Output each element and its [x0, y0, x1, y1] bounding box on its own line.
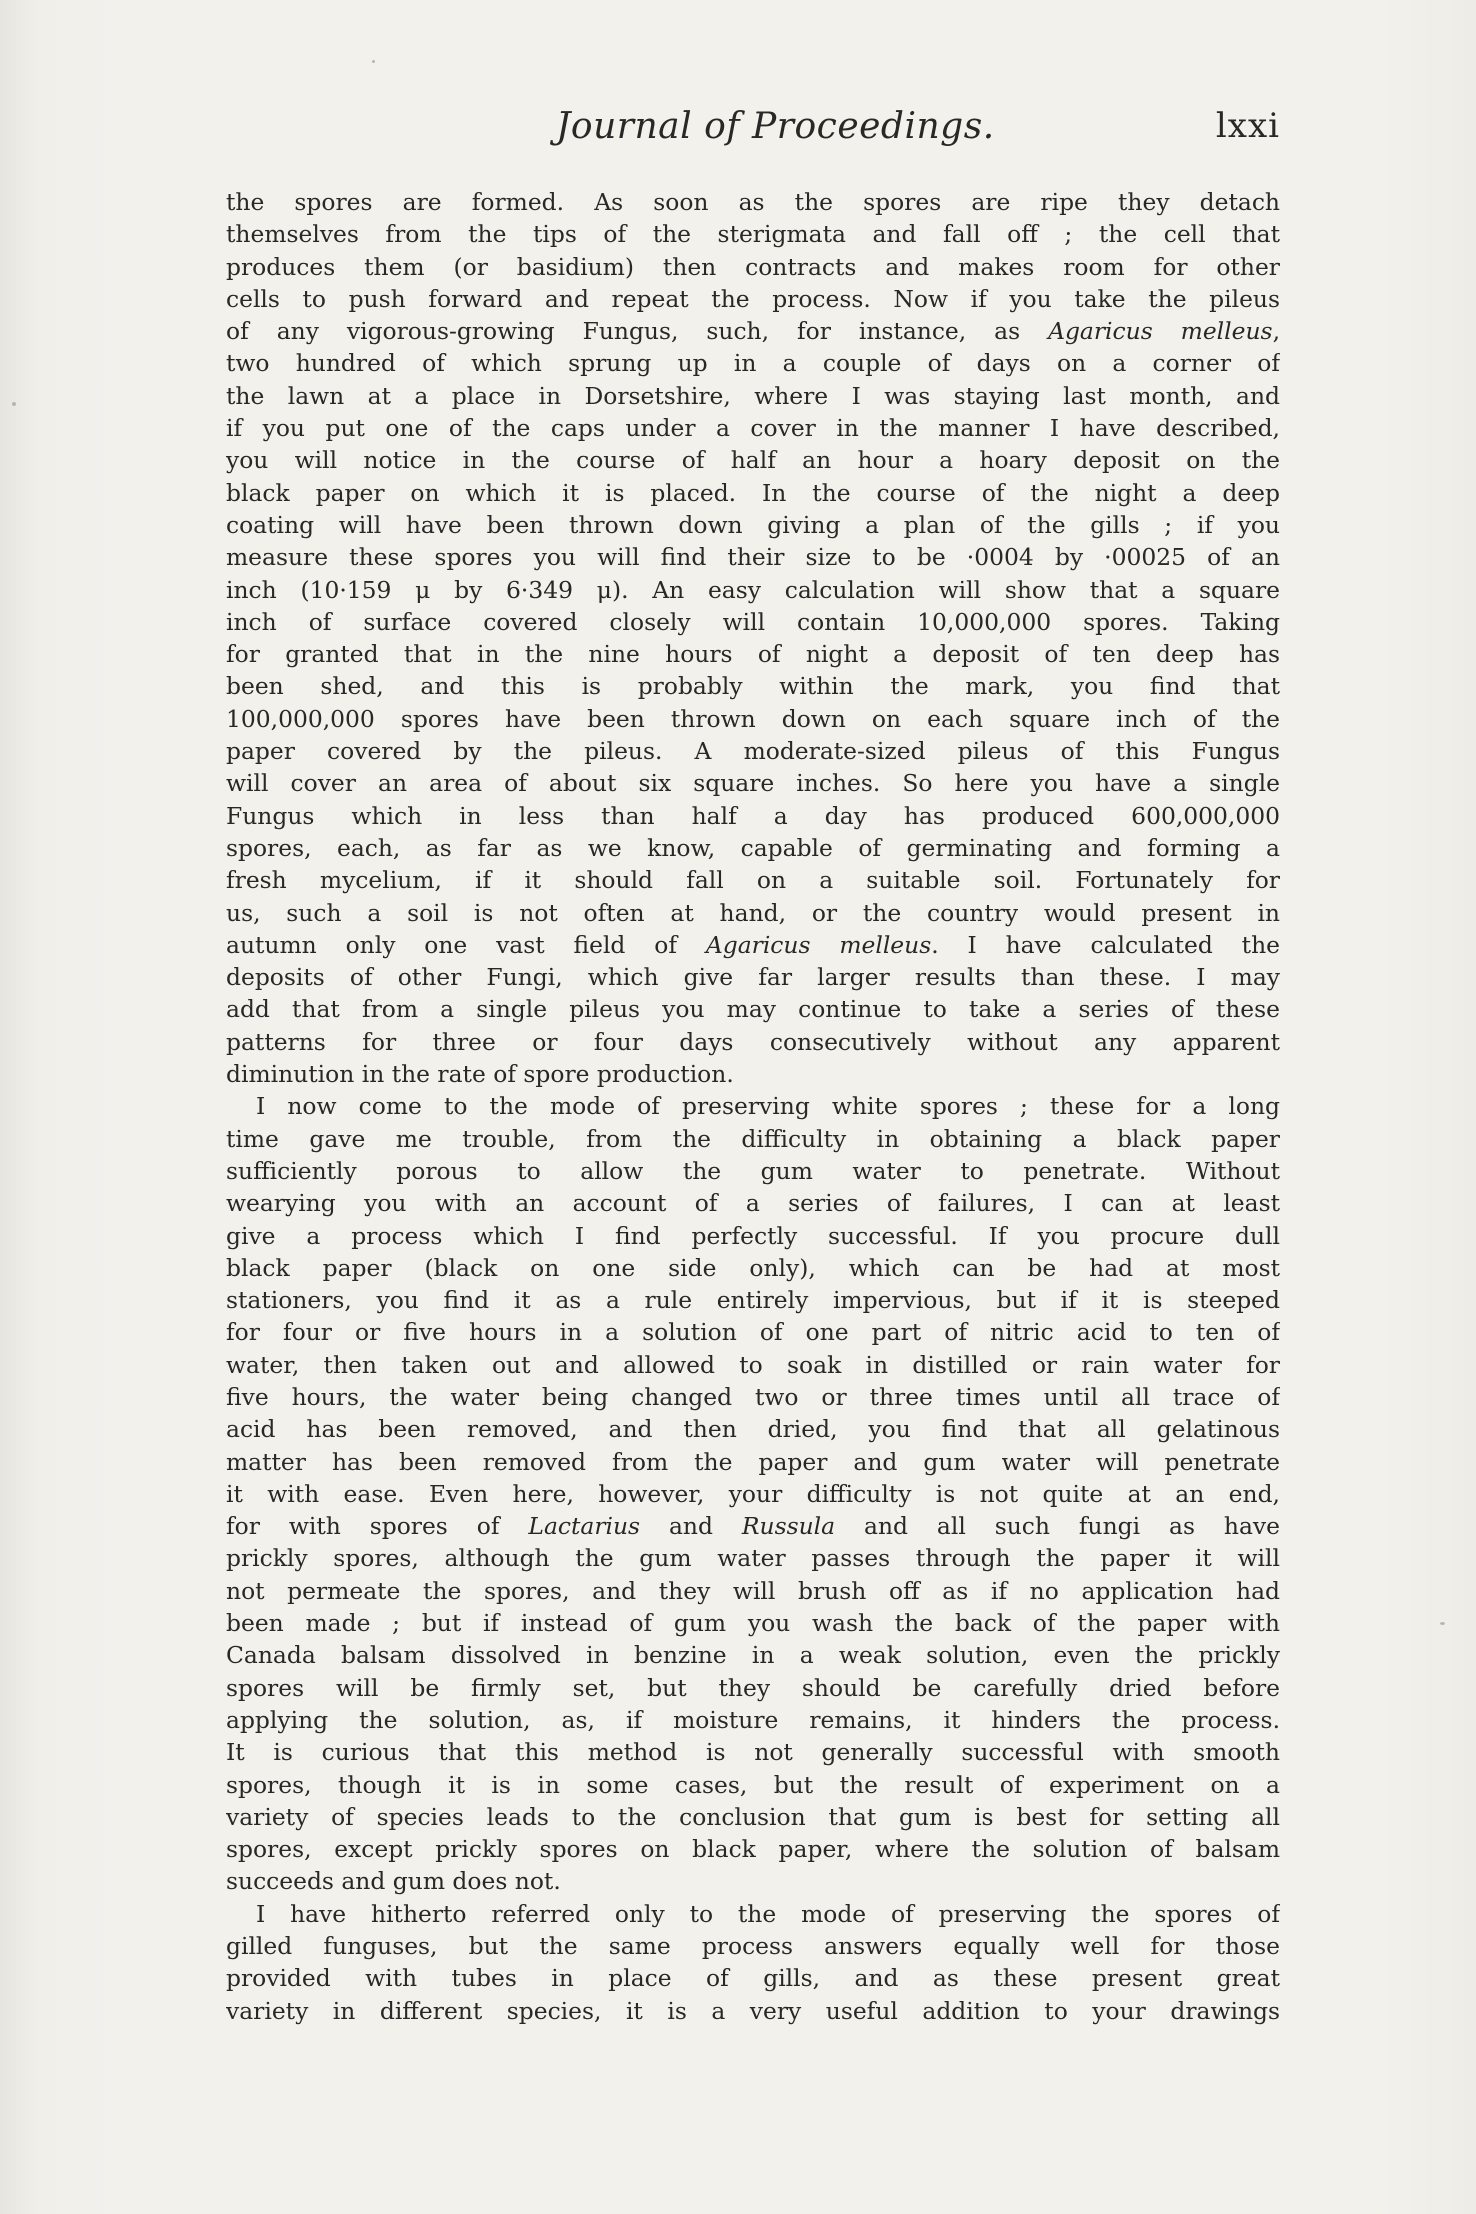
- text-line: of any vigorous-growing Fungus, such, for instance, as Agaricus melleus,: [226, 317, 1280, 346]
- text-line: 100,000,000 spores have been thrown down on each square inch of the: [226, 704, 1280, 733]
- text-line: patterns for three or four days consecutively without any apparent: [226, 1027, 1280, 1056]
- text-line: prickly spores, although the gum water passes through the paper it will: [226, 1544, 1280, 1573]
- text-line: the lawn at a place in Dorsetshire, where I was staying last month, and: [226, 381, 1280, 410]
- text-line: matter has been removed from the paper and gum water will penetrate: [226, 1447, 1280, 1476]
- text-line: provided with tubes in place of gills, and as these present great: [226, 1964, 1280, 1993]
- body-text: [226, 186, 1280, 2027]
- text-line: I have hitherto referred only to the mode of preserving the spores of: [256, 1899, 1280, 1928]
- paragraph: [226, 1898, 1280, 2027]
- text-line: I now come to the mode of preserving white spores ; these for a long: [256, 1092, 1280, 1121]
- text-line: autumn only one vast field of Agaricus melleus. I have calculated the: [226, 930, 1280, 959]
- text-line: Canada balsam dissolved in benzine in a weak solution, even the prickly: [226, 1641, 1280, 1670]
- paragraph: [226, 1090, 1280, 1897]
- text-line: inch of surface covered closely will contain 10,000,000 spores. Taking: [226, 607, 1280, 636]
- text-line: produces them (or basidium) then contracts and makes room for other: [226, 252, 1280, 281]
- text-line: gilled funguses, but the same process answers equally well for those: [226, 1932, 1280, 1961]
- text-line: acid has been removed, and then dried, you find that all gelatinous: [226, 1415, 1280, 1444]
- text-line: been made ; but if instead of gum you wash the back of the paper with: [226, 1609, 1280, 1638]
- text-line: add that from a single pileus you may continue to take a series of these: [226, 995, 1280, 1024]
- text-line: it with ease. Even here, however, your difficulty is not quite at an end,: [226, 1479, 1280, 1508]
- text-line: wearying you with an account of a series of failures, I can at least: [226, 1189, 1280, 1218]
- text-line: measure these spores you will find their size to be ·0004 by ·00025 of an: [226, 543, 1280, 572]
- text-line: fresh mycelium, if it should fall on a suitable soil. Fortunately for: [226, 866, 1280, 895]
- text-line: will cover an area of about six square inches. So here you have a single: [226, 769, 1280, 798]
- text-line: the spores are formed. As soon as the spores are ripe they detach: [226, 188, 1280, 216]
- text-line: deposits of other Fungi, which give far larger results than these. I may: [226, 963, 1280, 992]
- text-line: us, such a soil is not often at hand, or the country would present in: [226, 898, 1280, 927]
- text-line: cells to push forward and repeat the process. Now if you take the pileus: [226, 284, 1280, 313]
- page-header: [226, 106, 1280, 166]
- text-line: black paper (black on one side only), which can be had at most: [226, 1253, 1280, 1282]
- text-line: black paper on which it is placed. In the course of the night a deep: [226, 478, 1280, 507]
- text-line: stationers, you find it as a rule entirely impervious, but if it is steeped: [226, 1286, 1280, 1315]
- text-line: coating will have been thrown down giving a plan of the gills ; if you: [226, 510, 1280, 539]
- text-line: water, then taken out and allowed to soak in distilled or rain water for: [226, 1350, 1280, 1379]
- text-line: succeeds and gum does not.: [226, 1867, 561, 1896]
- text-line: give a process which I find perfectly successful. If you procure dull: [226, 1221, 1280, 1250]
- text-line: applying the solution, as, if moisture remains, it hinders the process.: [226, 1705, 1280, 1734]
- text-line: you will notice in the course of half an hour a hoary deposit on the: [226, 446, 1280, 475]
- paper-speck: [372, 60, 375, 63]
- running-title: Journal of Proceedings.: [556, 106, 995, 147]
- text-line: variety in different species, it is a very useful addition to your drawings: [226, 1996, 1280, 2025]
- paragraph: [226, 186, 1280, 1090]
- text-line: time gave me trouble, from the difficulty in obtaining a black paper: [226, 1124, 1280, 1153]
- text-line: themselves from the tips of the sterigmata and fall off ; the cell that: [226, 220, 1280, 249]
- text-line: inch (10·159 μ by 6·349 μ). An easy calculation will show that a square: [226, 575, 1280, 604]
- text-line: spores will be firmly set, but they should be carefully dried before: [226, 1673, 1280, 1702]
- paper-speck: [1440, 1622, 1445, 1625]
- text-line: for four or five hours in a solution of one part of nitric acid to ten of: [226, 1318, 1280, 1347]
- text-line: variety of species leads to the conclusion that gum is best for setting all: [226, 1802, 1280, 1831]
- text-line: if you put one of the caps under a cover in the manner I have described,: [226, 414, 1280, 443]
- text-line: for with spores of Lactarius and Russula and all such fungi as have: [226, 1512, 1280, 1541]
- text-line: diminution in the rate of spore production.: [226, 1060, 734, 1089]
- text-line: spores, each, as far as we know, capable of germinating and forming a: [226, 833, 1280, 862]
- text-line: spores, except prickly spores on black paper, where the solution of balsam: [226, 1835, 1280, 1864]
- text-line: five hours, the water being changed two or three times until all trace of: [226, 1382, 1280, 1411]
- text-line: paper covered by the pileus. A moderate-sized pileus of this Fungus: [226, 737, 1280, 766]
- paper-speck: [12, 402, 16, 406]
- text-line: not permeate the spores, and they will brush off as if no application had: [226, 1576, 1280, 1605]
- page-number: lxxi: [1215, 106, 1280, 146]
- text-line: spores, though it is in some cases, but the result of experiment on a: [226, 1770, 1280, 1799]
- text-line: been shed, and this is probably within the mark, you find that: [226, 672, 1280, 701]
- text-line: Fungus which in less than half a day has produced 600,000,000: [226, 801, 1280, 830]
- text-line: It is curious that this method is not generally successful with smooth: [226, 1738, 1280, 1767]
- text-line: two hundred of which sprung up in a couple of days on a corner of: [226, 349, 1280, 378]
- text-line: sufficiently porous to allow the gum water to penetrate. Without: [226, 1156, 1280, 1185]
- text-line: for granted that in the nine hours of night a deposit of ten deep has: [226, 640, 1280, 669]
